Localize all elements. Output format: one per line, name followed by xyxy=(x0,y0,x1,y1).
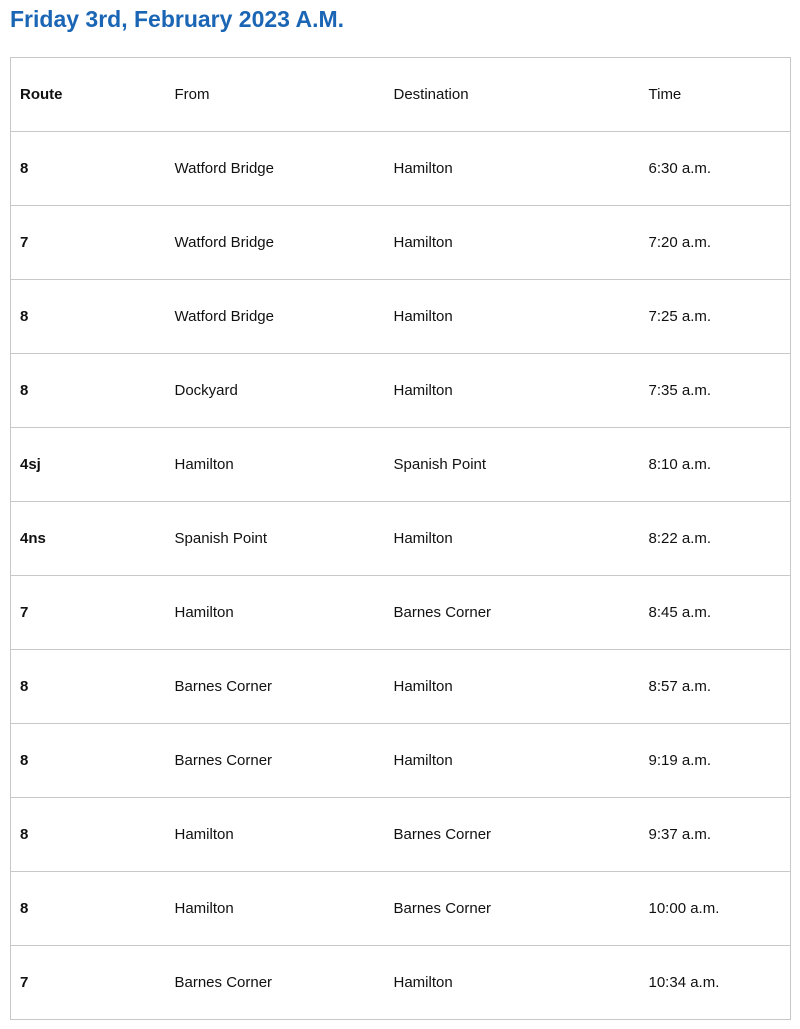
from-cell: Hamilton xyxy=(175,428,394,502)
from-cell: Barnes Corner xyxy=(175,724,394,798)
column-header-route: Route xyxy=(11,58,175,132)
route-cell: 8 xyxy=(11,872,175,946)
from-cell: Hamilton xyxy=(175,576,394,650)
from-cell: Hamilton xyxy=(175,872,394,946)
from-cell: Watford Bridge xyxy=(175,280,394,354)
route-cell: 8 xyxy=(11,354,175,428)
from-cell: Spanish Point xyxy=(175,502,394,576)
destination-cell: Hamilton xyxy=(394,280,649,354)
table-row xyxy=(11,206,791,280)
from-cell: Barnes Corner xyxy=(175,946,394,1020)
route-cell: 8 xyxy=(11,724,175,798)
time-cell: 8:45 a.m. xyxy=(649,576,791,650)
table-row xyxy=(11,650,791,724)
time-cell: 8:22 a.m. xyxy=(649,502,791,576)
table-row xyxy=(11,502,791,576)
time-cell: 6:30 a.m. xyxy=(649,132,791,206)
destination-cell: Hamilton xyxy=(394,206,649,280)
route-cell: 8 xyxy=(11,280,175,354)
page-title: Friday 3rd, February 2023 A.M. xyxy=(10,6,345,32)
time-cell: 7:35 a.m. xyxy=(649,354,791,428)
table-row xyxy=(11,428,791,502)
route-cell: 7 xyxy=(11,576,175,650)
route-cell: 4ns xyxy=(11,502,175,576)
bus-schedule-table xyxy=(10,57,791,1020)
time-cell: 10:34 a.m. xyxy=(649,946,791,1020)
table-row xyxy=(11,724,791,798)
route-cell: 8 xyxy=(11,650,175,724)
destination-cell: Spanish Point xyxy=(394,428,649,502)
time-cell: 8:57 a.m. xyxy=(649,650,791,724)
time-cell: 10:00 a.m. xyxy=(649,872,791,946)
table-body xyxy=(11,132,791,1020)
destination-cell: Barnes Corner xyxy=(394,798,649,872)
table-row xyxy=(11,576,791,650)
column-header-time: Time xyxy=(649,58,791,132)
from-cell: Watford Bridge xyxy=(175,132,394,206)
route-cell: 8 xyxy=(11,798,175,872)
route-cell: 8 xyxy=(11,132,175,206)
destination-cell: Hamilton xyxy=(394,650,649,724)
route-cell: 7 xyxy=(11,946,175,1020)
destination-cell: Barnes Corner xyxy=(394,872,649,946)
table-row xyxy=(11,946,791,1020)
from-cell: Barnes Corner xyxy=(175,650,394,724)
destination-cell: Barnes Corner xyxy=(394,576,649,650)
destination-cell: Hamilton xyxy=(394,502,649,576)
column-header-from: From xyxy=(175,58,394,132)
table-header-row xyxy=(11,58,791,132)
time-cell: 9:19 a.m. xyxy=(649,724,791,798)
destination-cell: Hamilton xyxy=(394,724,649,798)
table-row xyxy=(11,280,791,354)
table-row xyxy=(11,872,791,946)
table-row xyxy=(11,354,791,428)
time-cell: 8:10 a.m. xyxy=(649,428,791,502)
destination-cell: Hamilton xyxy=(394,946,649,1020)
route-cell: 7 xyxy=(11,206,175,280)
time-cell: 7:20 a.m. xyxy=(649,206,791,280)
time-cell: 7:25 a.m. xyxy=(649,280,791,354)
table-row xyxy=(11,798,791,872)
from-cell: Hamilton xyxy=(175,798,394,872)
destination-cell: Hamilton xyxy=(394,354,649,428)
destination-cell: Hamilton xyxy=(394,132,649,206)
time-cell: 9:37 a.m. xyxy=(649,798,791,872)
from-cell: Watford Bridge xyxy=(175,206,394,280)
column-header-destination: Destination xyxy=(394,58,649,132)
table-row xyxy=(11,132,791,206)
from-cell: Dockyard xyxy=(175,354,394,428)
route-cell: 4sj xyxy=(11,428,175,502)
